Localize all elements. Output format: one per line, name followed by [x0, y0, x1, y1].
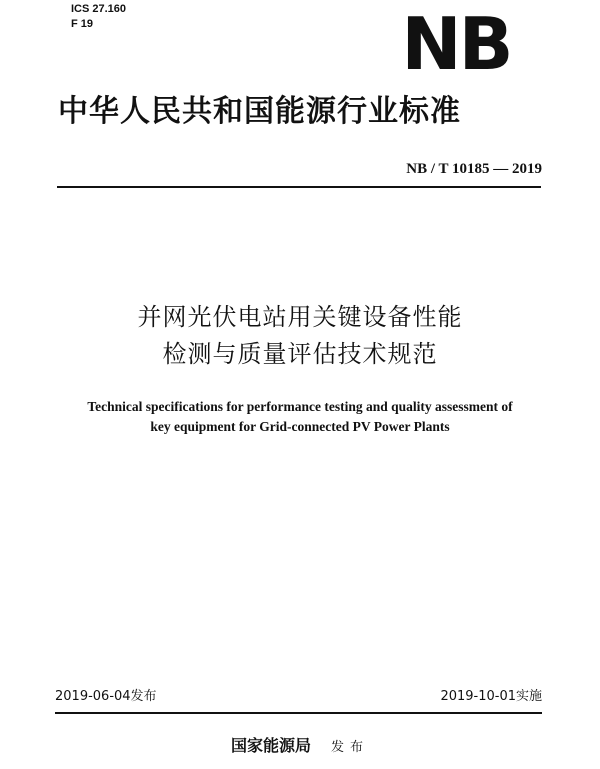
implementation-date: 2019-10-01实施: [440, 689, 542, 704]
nb-logo: NB: [401, 2, 511, 86]
issuing-organization: 国家能源局: [230, 736, 311, 755]
issuer-line: [0, 735, 600, 759]
title-english-line-1: Technical specifications for performance testing and quality assessment of: [87, 399, 513, 414]
bottom-divider: [55, 712, 542, 714]
publish-label: 发布: [331, 740, 370, 755]
issue-date: 2019-06-04发布: [55, 689, 157, 704]
top-divider: [57, 186, 541, 188]
classification-code: F 19: [71, 18, 94, 30]
standard-number: NB / T 10185 — 2019: [406, 161, 542, 177]
title-chinese-line-1: 并网光伏电站用关键设备性能: [137, 303, 463, 331]
standard-category-heading: 中华人民共和国能源行业标准: [58, 94, 461, 129]
ics-code: ICS 27.160: [71, 3, 127, 15]
title-english-line-2: key equipment for Grid-connected PV Power Plants: [150, 419, 450, 434]
title-chinese-line-2: 检测与质量评估技术规范: [162, 340, 438, 368]
